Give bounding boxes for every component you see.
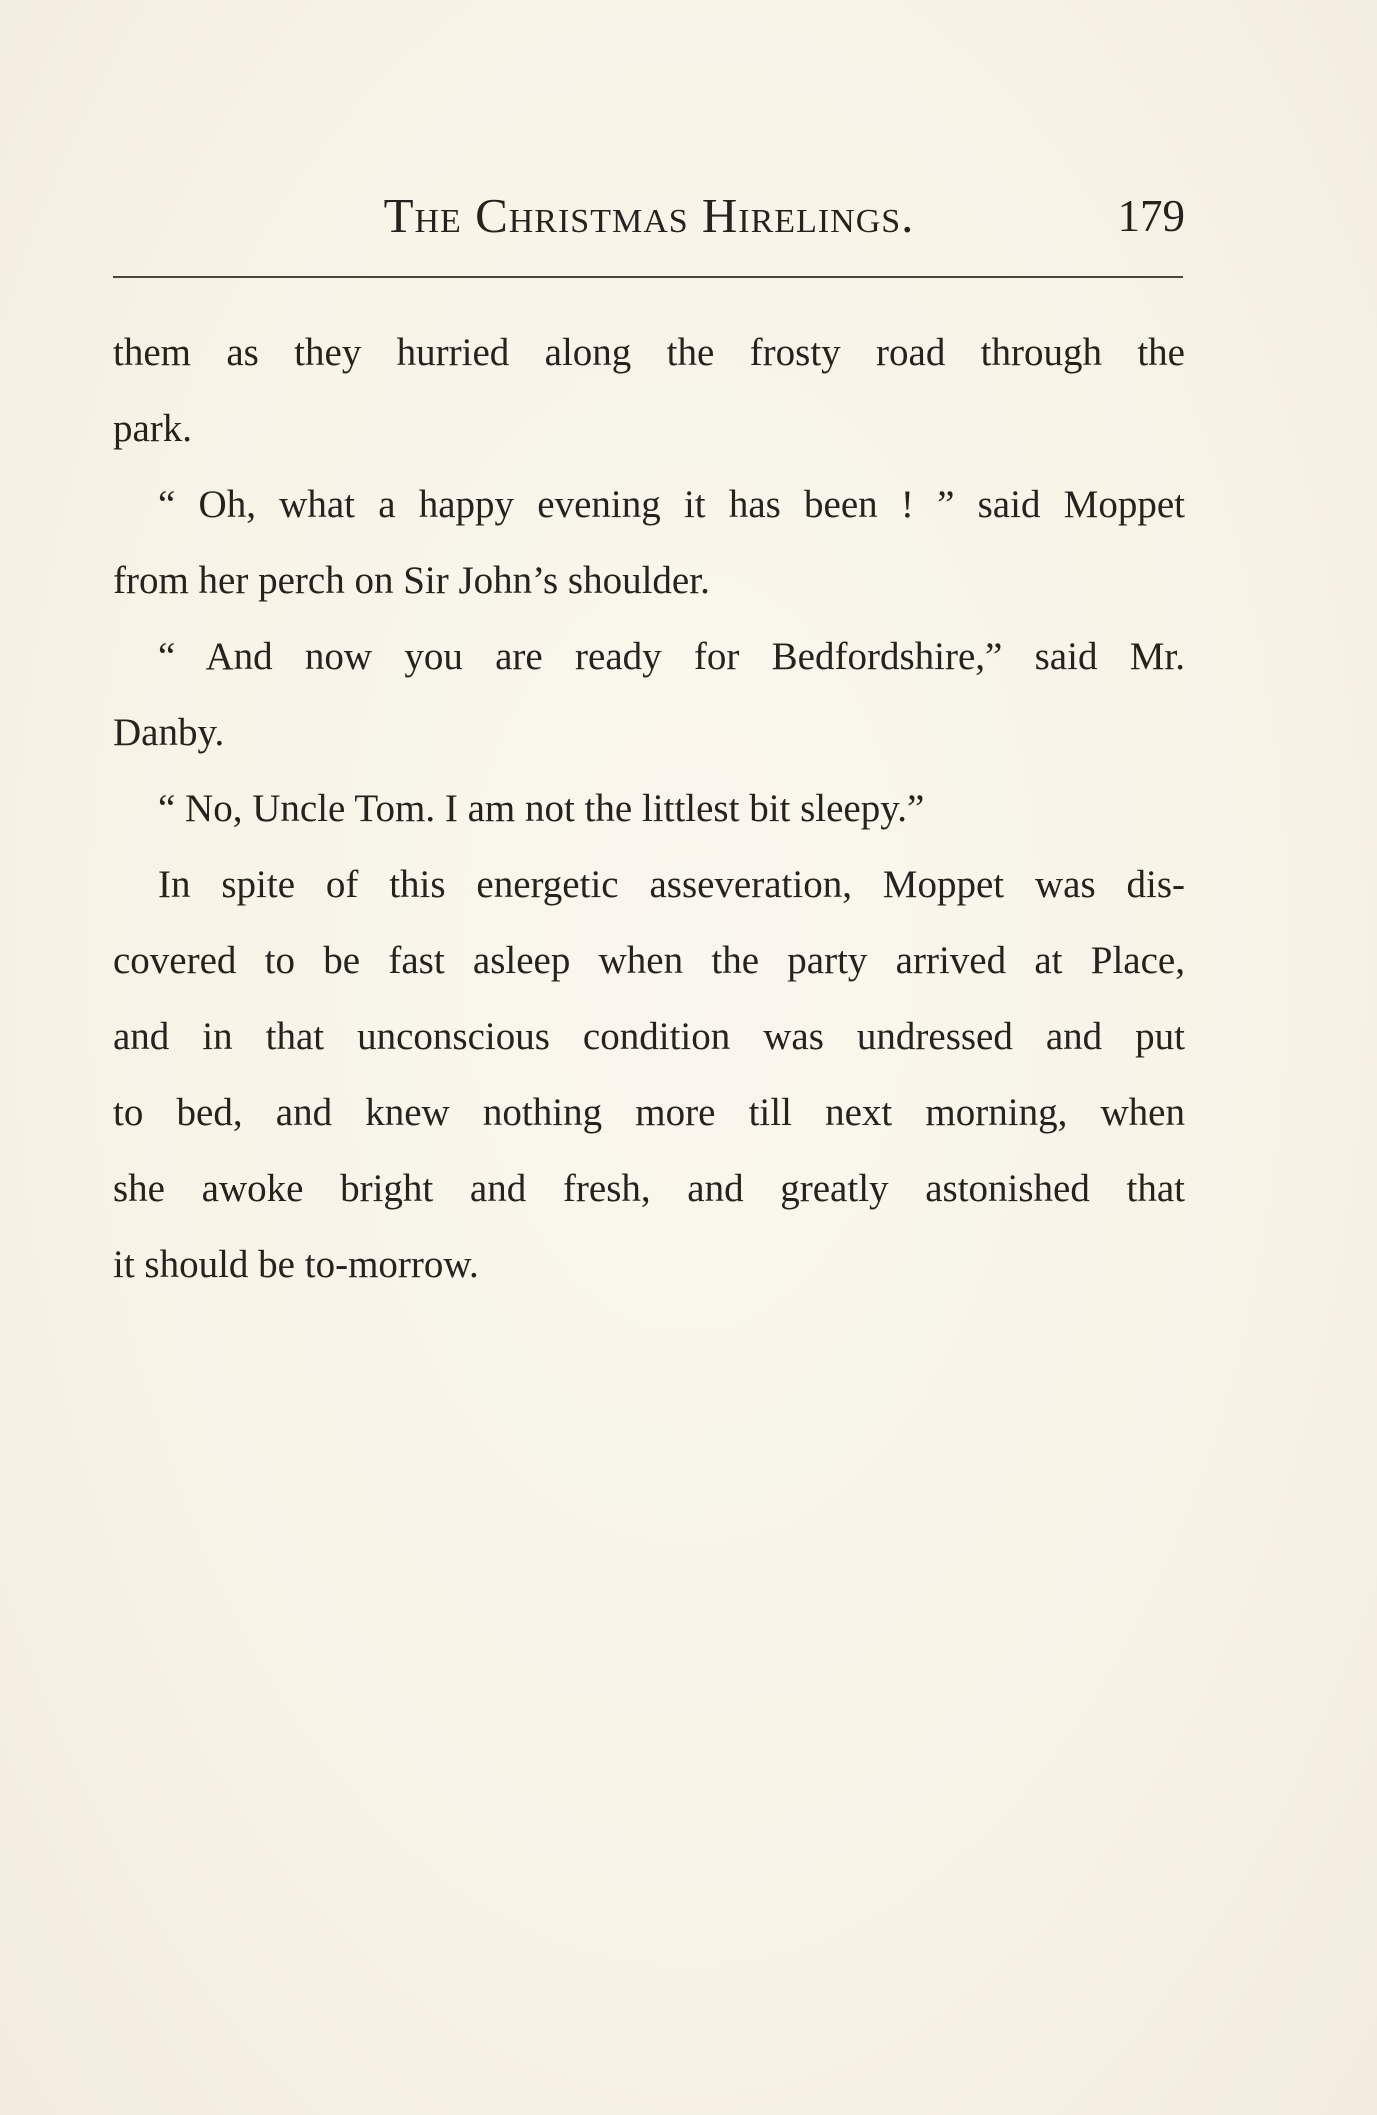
text-line: it should be to-morrow. <box>113 1243 479 1286</box>
text-line: In spite of this energetic asseveration, Moppet was dis- <box>158 863 1185 906</box>
text-line: “ No, Uncle Tom. I am not the littlest bit sleepy.” <box>158 787 925 830</box>
page-number: 179 <box>1117 191 1185 241</box>
body-text <box>113 315 1185 1303</box>
text-line: park. <box>113 407 193 450</box>
text-line: “ Oh, what a happy evening it has been ! ” said Moppet <box>158 483 1185 526</box>
running-title: The Christmas Hirelings. <box>383 188 915 243</box>
text-line: “ And now you are ready for Bedfordshire,” said Mr. <box>158 635 1185 678</box>
text-line: them as they hurried along the frosty road through the <box>113 331 1185 374</box>
running-head <box>113 188 1185 248</box>
text-line: to bed, and knew nothing more till next morning, when <box>113 1091 1185 1134</box>
text-line: from her perch on Sir John’s shoulder. <box>113 559 710 602</box>
header-rule <box>113 276 1183 278</box>
text-line: covered to be fast asleep when the party arrived at Place, <box>113 939 1185 982</box>
text-line: she awoke bright and fresh, and greatly astonished that <box>113 1167 1185 1210</box>
text-line: Danby. <box>113 711 225 754</box>
text-line: and in that unconscious condition was undressed and put <box>113 1015 1185 1058</box>
